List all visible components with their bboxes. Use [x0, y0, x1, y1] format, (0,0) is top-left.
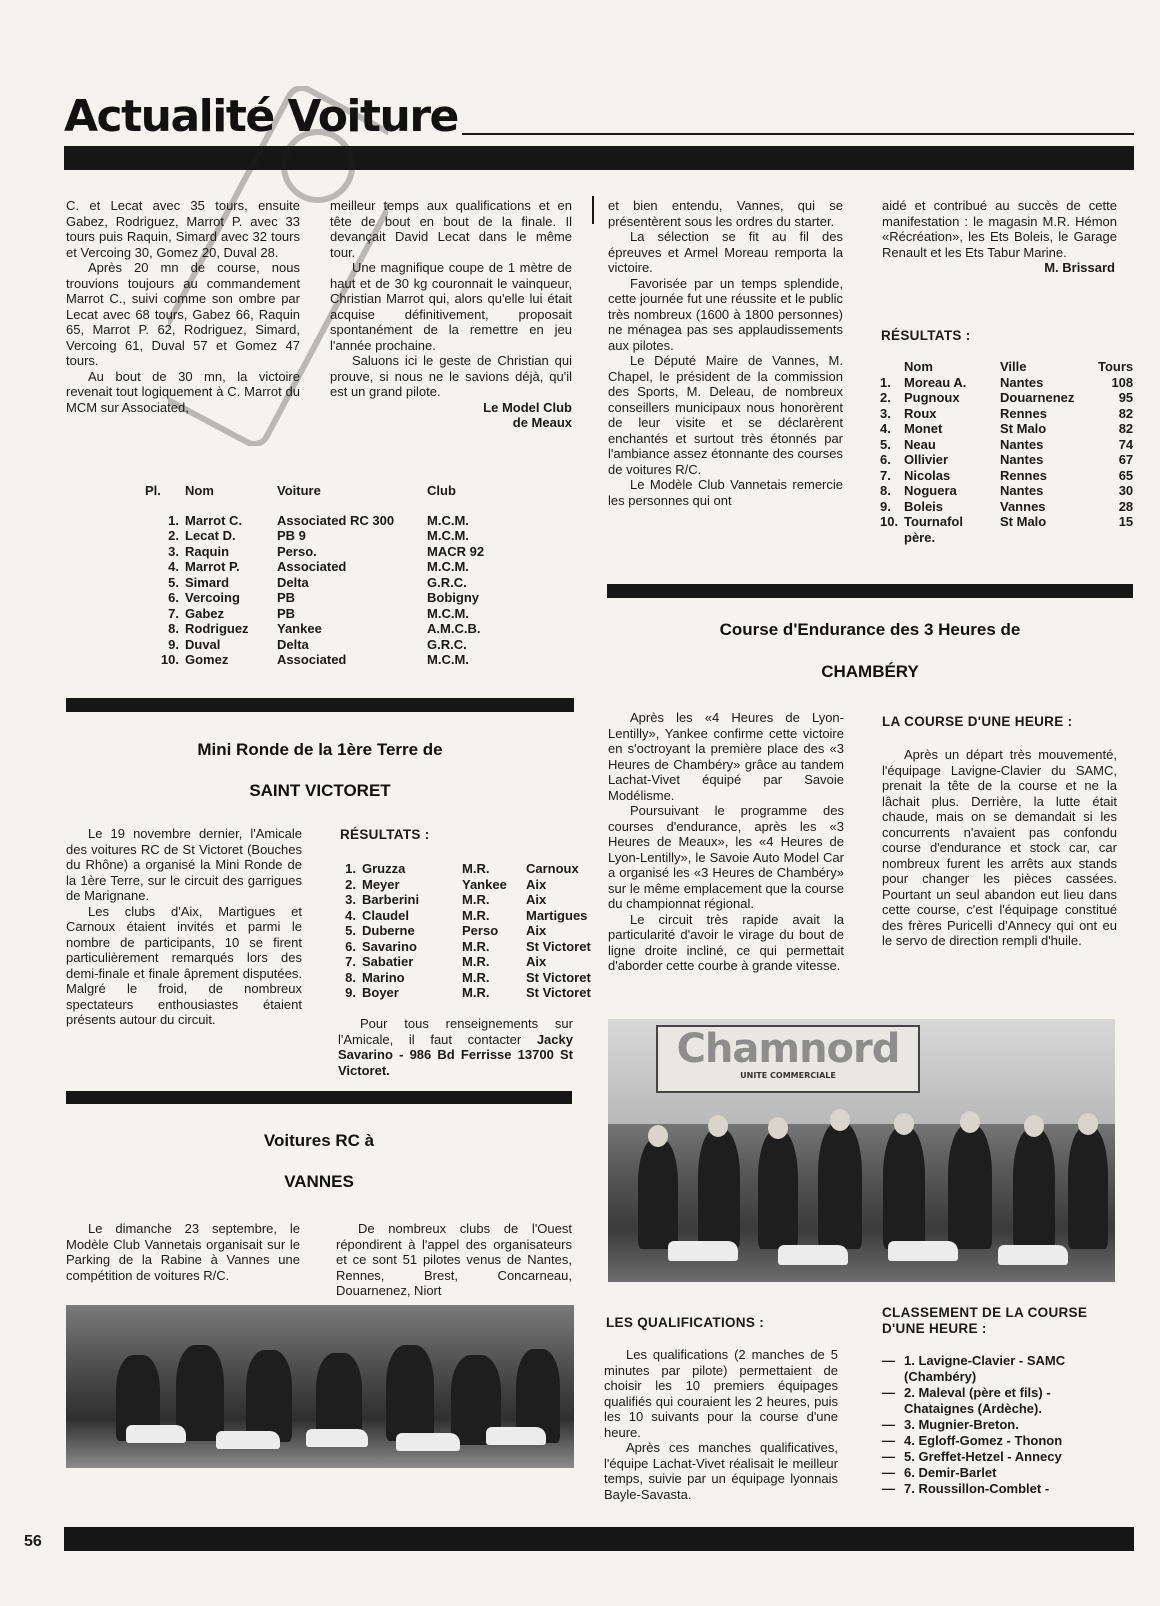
table-cell: Gomez [185, 652, 229, 667]
table-cell: Raquin [185, 543, 230, 559]
table-row [880, 468, 1137, 484]
dash-bullet: — [882, 1465, 895, 1480]
table-cell: Yankee [462, 876, 507, 892]
section-divider [66, 1091, 572, 1104]
table-cell: Nantes [1000, 483, 1044, 498]
table-cell: 7. [168, 605, 179, 621]
table-cell: A.M.C.B. [427, 621, 481, 636]
table-row [338, 892, 610, 908]
table-cell: Perso [462, 923, 499, 938]
footer-bar [64, 1527, 1134, 1551]
paragraph: aidé et contribué au succès de cette manifestation : le magasin M.R. Hémon «Récréation», les Ets Boleis, le Garage Renault et les Ets Tabur Marine. [882, 198, 1117, 260]
table-cell: PB 9 [277, 528, 306, 543]
table-cell: Aix [526, 892, 547, 907]
table-cell: M.R. [462, 892, 490, 907]
table-cell: M.R. [462, 907, 490, 923]
table-cell: Lecat D. [185, 528, 236, 543]
table-row [880, 483, 1137, 499]
table-cell: 67 [1118, 452, 1134, 467]
vannes-race-photo [66, 1305, 574, 1468]
table-cell: 1. [345, 861, 356, 876]
table-row [880, 390, 1137, 406]
table-cell: Nantes [1000, 436, 1044, 452]
table-row [145, 606, 488, 622]
table-cell: 9. [345, 985, 356, 1000]
chamnord-sign [656, 1025, 920, 1093]
table-cell: 4. [880, 421, 891, 436]
table-cell: M.C.M. [427, 512, 469, 528]
col-header: Pl. [145, 483, 161, 498]
table-row [145, 528, 488, 544]
table-cell: Claudel [362, 907, 409, 923]
paragraph: Saluons ici le geste de Christian qui prouve, si nous ne le savions déjà, qu'il est un grand pilote. [330, 353, 572, 399]
paragraph: Le 19 novembre dernier, l'Amicale des voitures RC de St Victoret (Bouches du Rhône) a organisé la Mini Ronde de la 1ère Terre, sur le circuit des garrigues de Marignane. [66, 826, 302, 903]
meaux-col-2 [330, 198, 572, 431]
table-cell: 28 [1118, 498, 1134, 514]
table-cell: G.R.C. [427, 574, 467, 590]
table-row [145, 575, 488, 591]
table-cell: 10. [160, 652, 179, 667]
table-cell: 3. [168, 543, 179, 559]
paragraph: Les clubs d'Aix, Martigues et Carnoux étaient invités et parmi le nombre de participants, 10 se firent particulièrement remarqués lors des demi-finale et finale âprement disputées. Malgré le froid, de nombreux spectateurs enthousiastes étaient présents autour du circuit. [66, 903, 302, 1027]
table-cell: Carnoux [526, 861, 579, 876]
table-row [338, 985, 610, 1001]
table-cell: Rennes [1000, 467, 1047, 483]
table-cell: 108 [1111, 374, 1134, 390]
table-cell: Marrot C. [185, 512, 243, 528]
vannes-cont-col-3 [608, 198, 843, 508]
table-cell: Ollivier [904, 452, 949, 467]
col-header: Club [427, 483, 456, 498]
table-cell: St Victoret [526, 938, 591, 954]
col-header: Tours [1098, 359, 1134, 374]
table-row [145, 513, 488, 529]
table-cell: Meyer [362, 876, 400, 892]
paragraph: Le Député Maire de Vannes, M. Chapel, le président de la commission des Sports, M. Deleau, de nombreux conseillers municipaux nous honorèrent de leur visite et se déclarèrent enchantés et surtout très étonnés par l'ambiance assez étonnante des courses de voitures R/C. [608, 353, 843, 477]
list-item-text: 3. Mugnier-Breton. [904, 1417, 1019, 1432]
table-cell: 82 [1118, 405, 1134, 421]
paragraph: Après un départ très mouvementé, l'équipage Lavigne-Clavier du SAMC, prenait la tête de la course et ne la lâchait plus. Derrière, la lutte était chaude, mais on se demandait si les concurrents n'avaient pas confondu course d'endurance et stock car, car nombreux furent les arrêts aux stands pour changer les pièces cassées. Pourtant un seul abandon eut lieu dans cette course, c'est l'équipage constitué des frères Puricelli d'Annecy qui ont eu le servo de direction rempli d'huile. [882, 747, 1117, 948]
chambery-course [882, 747, 1117, 949]
table-cell: Sabatier [362, 954, 414, 969]
subsection-title: LES QUALIFICATIONS : [606, 1315, 764, 1330]
chambery-qualif [604, 1347, 838, 1502]
table-cell: 10. [880, 514, 899, 529]
paragraph: meilleur temps aux qualifications et en tête de bout en bout de la finale. Il devançait David Lecat dans le même tour. [330, 198, 572, 260]
results-title: RÉSULTATS : [340, 827, 430, 842]
table-cell: M.C.M. [427, 559, 469, 574]
contact-name: Jacky Savarino - 986 Bd Ferrisse 13700 St Victoret. [338, 1031, 573, 1078]
meaux-results-table [145, 483, 488, 668]
list-item [882, 1417, 1122, 1433]
vannes-col-2 [336, 1221, 572, 1299]
mini-ronde-contact [338, 1016, 573, 1078]
signature: de Meaux [512, 415, 572, 430]
page-number: 56 [24, 1533, 42, 1550]
table-cell: Roux [904, 405, 937, 421]
table-cell: Rennes [1000, 405, 1047, 421]
table-cell: 9. [168, 636, 179, 652]
column-rule [592, 196, 594, 224]
title-underline [462, 133, 1134, 135]
section-title: Mini Ronde de la 1ère Terre de [197, 740, 443, 759]
vannes-col-1 [66, 1221, 300, 1283]
list-item [882, 1465, 1122, 1481]
table-cell: Aix [526, 923, 547, 938]
table-cell: PB [277, 605, 296, 621]
table-cell: Douarnenez [1000, 390, 1075, 405]
table-cell: M.R. [462, 938, 490, 954]
paragraph: Le Modèle Club Vannetais remercie les personnes qui ont [608, 477, 843, 508]
dash-bullet: — [882, 1481, 895, 1496]
table-cell: Vercoing [185, 590, 240, 605]
dash-bullet: — [882, 1449, 895, 1464]
paragraph: Favorisée par un temps splendide, cette journée fut une réussite et le public très nombreux (1600 à 1800 personnes) ne ménagea pas ses applaudissements aux pilotes. [608, 275, 843, 353]
table-cell: 5. [880, 436, 891, 452]
table-cell: Delta [277, 636, 309, 652]
table-cell: St Malo [1000, 514, 1047, 529]
paragraph: Le dimanche 23 septembre, le Modèle Club Vannetais organisait sur le Parking de la Rabine à Vannes une compétition de voitures R/C. [66, 1221, 300, 1283]
table-cell: 6. [880, 452, 891, 467]
signature: M. Brissard [1044, 260, 1115, 275]
table-cell: 82 [1118, 421, 1134, 436]
table-cell: M.C.M. [427, 652, 469, 667]
table-cell: M.R. [462, 985, 490, 1000]
table-cell: Gabez [185, 605, 225, 621]
table-cell: 8. [880, 483, 891, 498]
col-header: Ville [1000, 359, 1027, 374]
section-title: Course d'Endurance des 3 Heures de [719, 620, 1021, 639]
list-item [882, 1449, 1122, 1465]
table-cell: Aix [526, 876, 547, 892]
section-title: VANNES [284, 1172, 354, 1191]
section-divider [607, 584, 1133, 598]
paragraph: C. et Lecat avec 35 tours, ensuite Gabez, Rodriguez, Marrot P. avec 33 tours puis Raquin, Simard avec 32 tours et Vercoing 30, Gomez 20, Duval 28. [66, 198, 300, 260]
paragraph: Une magnifique coupe de 1 mètre de haut et de 30 kg couronnait le vainqueur, Christian Marrot qui, alors qu'elle lui était acquise définitivement, proposait spontanément de la remettre en jeu l'année prochaine. [330, 260, 572, 353]
table-row [338, 923, 610, 939]
table-cell: 5. [168, 574, 179, 590]
list-item [882, 1385, 1122, 1417]
subsection-title: LA COURSE D'UNE HEURE : [882, 714, 1073, 729]
table-cell: 74 [1118, 436, 1134, 452]
paragraph: Après 20 mn de course, nous trouvions toujours au commandement Marrot C., suivi comme son ombre par Lecat avec 68 tours, Gabez 66, Raquin 65, Marrot P. 62, Rodriguez, Simard, Vercoing 61, Duval 57 et Gomez 47 tours. [66, 260, 300, 368]
section-title: Voitures RC à [263, 1131, 375, 1150]
paragraph: La sélection se fit au fil des épreuves et Armel Moreau remporta la victoire. [608, 229, 843, 275]
table-cell: St Malo [1000, 421, 1047, 436]
table-row [145, 621, 488, 637]
table-cell: 95 [1118, 390, 1134, 405]
table-row [880, 514, 1137, 545]
table-cell: Simard [185, 574, 230, 590]
table-row [338, 877, 610, 893]
table-cell: Barberini [362, 892, 420, 907]
sign-subtext: UNITE COMMERCIALE [740, 1071, 836, 1080]
col-header: Voiture [277, 483, 321, 498]
table-cell: Boyer [362, 985, 399, 1000]
section-title: SAINT VICTORET [249, 781, 391, 800]
table-cell: 30 [1118, 483, 1134, 498]
table-cell: Rodriguez [185, 621, 249, 636]
table-cell: PB [277, 590, 296, 605]
table-row [338, 908, 610, 924]
table-cell: Duberne [362, 923, 415, 938]
table-cell: 8. [345, 969, 356, 985]
contact-text: Pour tous renseignements sur l'Amicale, il faut contacter [338, 1016, 573, 1047]
table-cell: 6. [345, 938, 356, 954]
page-title: Actualité Voiture [64, 91, 458, 142]
table-cell: 2. [345, 876, 356, 892]
dash-bullet: — [882, 1353, 895, 1368]
table-row [145, 652, 488, 668]
table-row [145, 590, 488, 606]
table-cell: 4. [168, 559, 179, 574]
table-cell: 4. [345, 907, 356, 923]
table-cell: Associated [277, 559, 347, 574]
table-cell: 1. [168, 512, 179, 528]
vannes-cont-col-4 [882, 198, 1117, 276]
chambery-intro [608, 710, 844, 974]
list-item [882, 1353, 1122, 1385]
table-row [880, 499, 1137, 515]
list-item-text: 5. Greffet-Hetzel - Annecy [904, 1449, 1062, 1464]
paragraph: Après les «4 Heures de Lyon-Lentilly», Yankee confirme cette victoire en s'octroyant la première place des «3 Heures de Chambéry» grâce au tandem Lachat-Vivet équipé par Savoie Modélisme. [608, 710, 844, 803]
table-cell: M.R. [462, 954, 490, 969]
table-cell: Moreau A. [904, 374, 967, 390]
dash-bullet: — [882, 1433, 895, 1448]
table-cell: 7. [880, 467, 891, 483]
table-cell: Tournafol père. [904, 514, 963, 545]
table-header-row [145, 483, 488, 499]
table-cell: Aix [526, 954, 547, 969]
results-title: RÉSULTATS : [881, 328, 971, 343]
table-row [145, 544, 488, 560]
table-cell: 1. [880, 374, 891, 390]
list-item-text: 4. Egloff-Gomez - Thonon [904, 1433, 1063, 1448]
table-cell: 15 [1118, 514, 1134, 529]
table-cell: Monet [904, 421, 943, 436]
list-item [882, 1433, 1122, 1449]
list-item-text: 2. Maleval (père et fils) - Chataignes (Ardèche). [904, 1385, 1051, 1416]
paragraph: Au bout de 30 mn, la victoire revenait tout logiquement à C. Marrot du MCM sur Associated, [66, 368, 300, 415]
table-row [880, 375, 1137, 391]
meaux-col-1 [66, 198, 300, 415]
table-cell: Associated [277, 652, 347, 667]
table-cell: Vannes [1000, 498, 1046, 514]
table-cell: 3. [880, 405, 891, 421]
dash-bullet: — [882, 1417, 895, 1432]
list-item-text: 7. Roussillon-Comblet - [904, 1481, 1050, 1496]
table-cell: Savarino [362, 938, 417, 954]
signature: Le Model Club [483, 399, 572, 415]
table-cell: 9. [880, 498, 891, 514]
table-header-row [880, 359, 1137, 375]
list-item [882, 1481, 1122, 1497]
table-cell: Delta [277, 574, 309, 590]
mini-ronde-col-1 [66, 826, 302, 1028]
list-item-text: 1. Lavigne-Clavier - SAMC (Chambéry) [904, 1353, 1066, 1384]
section-title: CHAMBÉRY [821, 662, 919, 681]
mini-ronde-results-table [338, 861, 610, 1001]
dash-bullet: — [882, 1385, 895, 1400]
section-divider [66, 698, 574, 712]
table-cell: Bobigny [427, 590, 479, 605]
header-bar [64, 146, 1134, 170]
list-item-text: 6. Demir-Barlet [904, 1465, 997, 1480]
table-cell: 3. [345, 892, 356, 907]
table-row [880, 437, 1137, 453]
table-cell: 65 [1118, 467, 1134, 483]
table-row [880, 452, 1137, 468]
table-cell: Marino [362, 969, 405, 985]
col-header: Nom [904, 359, 933, 374]
table-cell: Gruzza [362, 861, 406, 876]
table-row [880, 421, 1137, 437]
table-cell: M.C.M. [427, 605, 469, 621]
classement-list [882, 1353, 1122, 1497]
table-cell: St Victoret [526, 969, 591, 985]
chambery-team-photo [608, 1019, 1115, 1282]
table-cell: Marrot P. [185, 559, 240, 574]
table-cell: MACR 92 [427, 543, 485, 559]
table-row [338, 861, 610, 877]
table-cell: Noguera [904, 483, 957, 498]
table-cell: 7. [345, 954, 356, 969]
paragraph: Le circuit très rapide avait la particularité d'avoir le virage du bout de ligne droite incliné, ce qui permettait d'aborder cette courbe à grande vitesse. [608, 911, 844, 973]
table-cell: M.R. [462, 861, 490, 876]
paragraph: et bien entendu, Vannes, qui se présentèrent sous les ordres du starter. [608, 198, 843, 229]
table-cell: 5. [345, 923, 356, 938]
table-row [145, 637, 488, 653]
table-cell: 2. [168, 528, 179, 543]
table-cell: Yankee [277, 621, 322, 636]
table-cell: 6. [168, 590, 179, 605]
paragraph: Les qualifications (2 manches de 5 minutes par pilote) permettaient de choisir les 10 premiers équipages qualifiés qui couraient les 2 heures, puis les 10 suivants pour la course d'une heure. [604, 1347, 838, 1440]
table-row [145, 559, 488, 575]
table-cell: Associated RC 300 [277, 512, 395, 528]
subsection-title: CLASSEMENT DE LA COURSE D'UNE HEURE : [882, 1305, 1088, 1336]
paragraph: Poursuivant le programme des courses d'endurance, après les «3 Heures de Meaux», les «4 Heures de Lyon-Lentilly», le Savoie Auto Model Car a organisé les «3 Heures de Chambéry» sur le même emplacement que la course du championnat régional. [608, 803, 844, 911]
table-cell: Martigues [526, 907, 588, 923]
table-cell: Perso. [277, 543, 317, 559]
paragraph: De nombreux clubs de l'Ouest répondirent à l'appel des organisateurs et ce sont 51 pilotes venus de Nantes, Rennes, Brest, Concarneau, Douarnenez, Niort [336, 1221, 572, 1298]
table-cell: 8. [168, 621, 179, 636]
table-row [880, 406, 1137, 422]
table-cell: Nantes [1000, 374, 1044, 390]
table-row [338, 939, 610, 955]
paragraph: Après ces manches qualificatives, l'équipe Lachat-Vivet réalisait le meilleur temps, suivie par un équipage lyonnais Bayle-Savasta. [604, 1440, 838, 1502]
col-header: Nom [185, 483, 214, 498]
table-cell: Duval [185, 636, 221, 652]
table-cell: M.C.M. [427, 528, 469, 543]
table-cell: Nicolas [904, 467, 951, 483]
table-cell: M.R. [462, 969, 490, 985]
table-cell: G.R.C. [427, 636, 467, 652]
table-cell: St Victoret [526, 985, 591, 1000]
table-row [338, 954, 610, 970]
table-cell: Nantes [1000, 452, 1044, 467]
table-cell: Boleis [904, 498, 944, 514]
table-row [338, 970, 610, 986]
sign-text: Chamnord [676, 1026, 900, 1072]
table-cell: 2. [880, 390, 891, 405]
vannes-results-table [880, 359, 1137, 545]
table-cell: Pugnoux [904, 390, 960, 405]
table-cell: Neau [904, 436, 936, 452]
